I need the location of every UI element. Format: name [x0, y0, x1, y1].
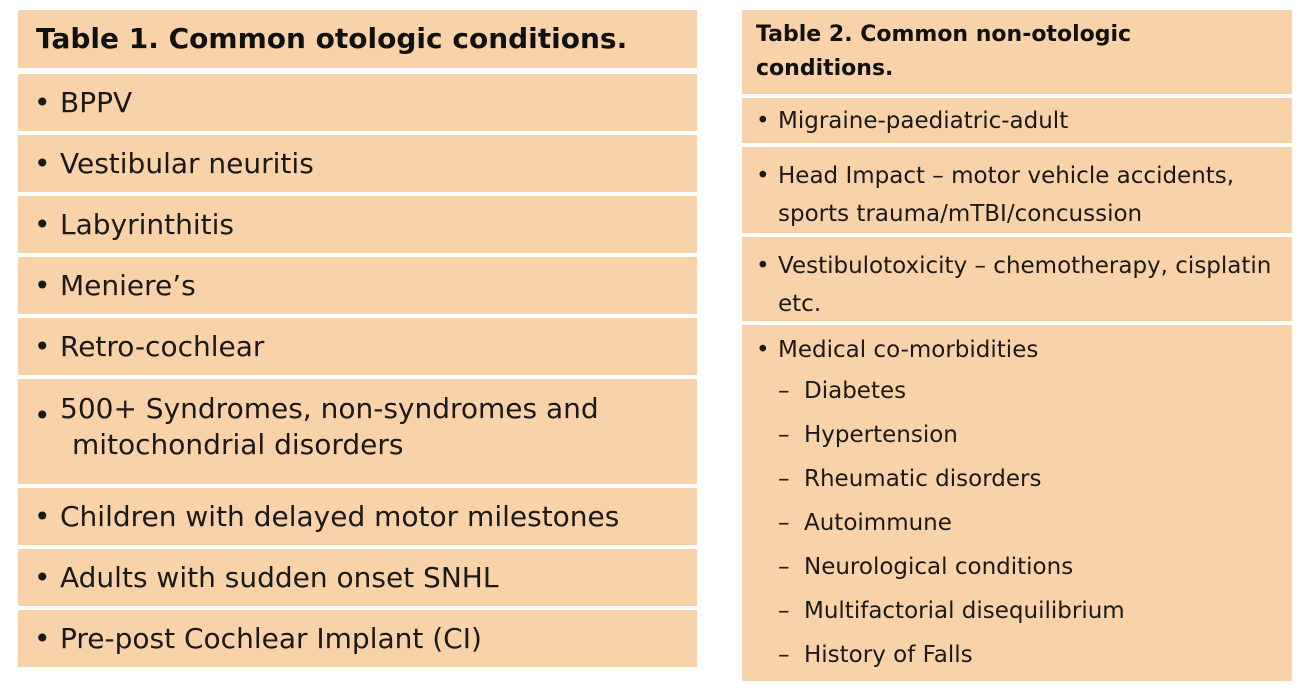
bullet-icon: •	[34, 208, 51, 241]
table-1-title: Table 1. Common otologic conditions.	[18, 10, 697, 68]
condition-label: Pre-post Cochlear Implant (CI)	[60, 622, 482, 655]
sub-list-item	[756, 457, 1292, 501]
table-row	[18, 379, 697, 484]
condition-label: Migraine-paediatric-adult	[778, 108, 1069, 134]
condition-label-line2: sports trauma/mTBI/concussion	[778, 201, 1143, 227]
table-row	[18, 74, 697, 131]
condition-label-line1: 500+ Syndromes, non-syndromes and	[60, 392, 599, 425]
condition-label-line2: etc.	[778, 291, 822, 317]
table-2-title-line1: Table 2. Common non-otologic	[756, 22, 1132, 47]
sub-list-label: History of Falls	[804, 642, 973, 668]
sub-list-item	[756, 545, 1292, 589]
table-2-non-otologic-conditions	[742, 10, 1292, 685]
table-row	[742, 325, 1292, 681]
sub-list-label: Neurological conditions	[804, 554, 1074, 580]
dash-icon: –	[778, 422, 790, 448]
bullet-icon: •	[34, 399, 51, 432]
bullet-icon: •	[34, 330, 51, 363]
sub-list-item	[756, 589, 1292, 633]
sub-list-label: Rheumatic disorders	[804, 466, 1042, 492]
bullet-icon: •	[34, 86, 51, 119]
condition-label: Meniere’s	[60, 269, 196, 302]
bullet-icon: •	[34, 561, 51, 594]
bullet-icon: •	[34, 622, 51, 655]
table-row	[18, 196, 697, 253]
dash-icon: –	[778, 466, 790, 492]
table-row	[18, 549, 697, 606]
condition-label: Children with delayed motor milestones	[60, 500, 620, 533]
bullet-icon: •	[34, 269, 51, 302]
condition-label: Labyrinthitis	[60, 208, 234, 241]
table-2-title-line2: conditions.	[756, 56, 894, 81]
condition-label: Retro-cochlear	[60, 330, 265, 363]
table-2-title	[742, 10, 1292, 94]
bullet-icon: •	[34, 147, 51, 180]
table-row	[742, 98, 1292, 143]
condition-label-line2: mitochondrial disorders	[72, 428, 404, 461]
condition-label-line1: Vestibulotoxicity – chemotherapy, cisplatin	[778, 253, 1272, 279]
sub-list-label: Multifactorial disequilibrium	[804, 598, 1125, 624]
condition-label	[778, 247, 1272, 317]
condition-label	[778, 157, 1234, 225]
condition-label: Adults with sudden onset SNHL	[60, 561, 499, 594]
table-row	[18, 488, 697, 545]
sub-list-item	[756, 501, 1292, 545]
condition-label	[60, 391, 599, 463]
bullet-icon: •	[756, 337, 770, 363]
dash-icon: –	[778, 642, 790, 668]
dash-icon: –	[778, 598, 790, 624]
sub-list-item	[756, 369, 1292, 413]
sub-list-item	[756, 633, 1292, 677]
condition-label: BPPV	[60, 86, 133, 119]
sub-list-label: Hypertension	[804, 422, 958, 448]
table-row	[742, 147, 1292, 233]
sub-list-label: Autoimmune	[804, 510, 952, 536]
condition-label: Medical co-morbidities	[778, 337, 1039, 363]
condition-label: Vestibular neuritis	[60, 147, 314, 180]
bullet-icon: •	[756, 253, 770, 279]
dash-icon: –	[778, 510, 790, 536]
table-row	[18, 135, 697, 192]
bullet-icon: •	[34, 500, 51, 533]
sub-list-item	[756, 413, 1292, 457]
dash-icon: –	[778, 554, 790, 580]
bullet-icon: •	[756, 108, 770, 134]
table-row	[742, 237, 1292, 321]
sub-list-label: Diabetes	[804, 378, 907, 404]
table-1-otologic-conditions	[18, 10, 697, 671]
table-row	[18, 318, 697, 375]
condition-label-line1: Head Impact – motor vehicle accidents,	[778, 163, 1235, 189]
dash-icon: –	[778, 378, 790, 404]
table-row	[18, 257, 697, 314]
bullet-icon: •	[756, 163, 770, 189]
table-row	[18, 610, 697, 667]
comorbidities-heading	[756, 331, 1292, 369]
